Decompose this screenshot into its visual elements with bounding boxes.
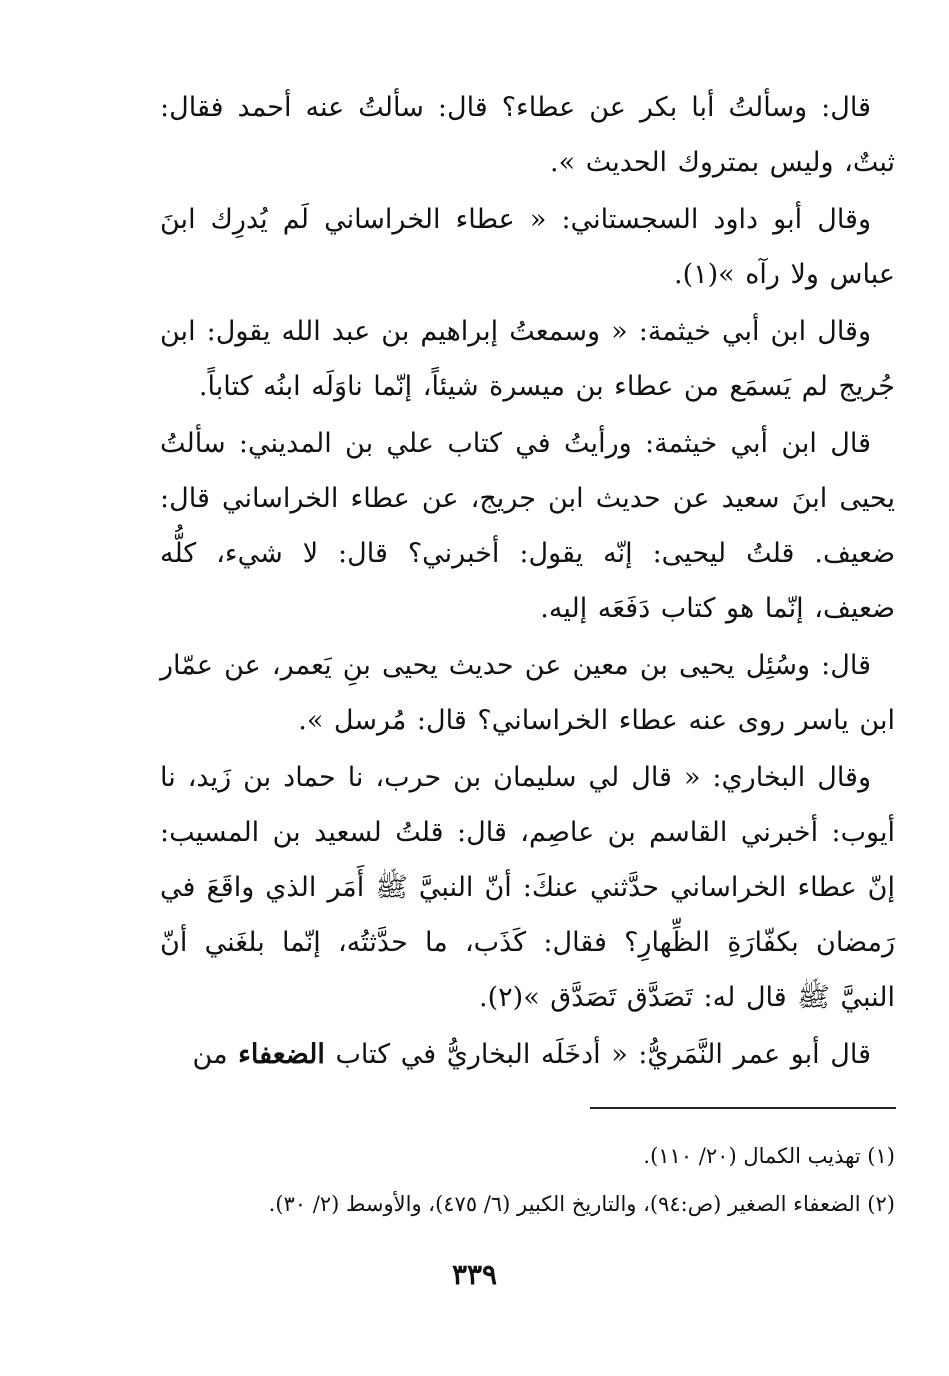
main-text: [160, 80, 895, 1084]
footnote-separator: [590, 1107, 896, 1109]
paragraph-5: قال: وسُئِل يحيى بن معين عن حديث يحيى بنِ يَعمر، عن عمّار ابن ياسر روى عنه عطاء الخراساني؟ قال: مُرسل ».: [160, 650, 895, 736]
book-title-bold: الضعفاء: [238, 1039, 325, 1070]
footnote-2: (٢) الضعفاء الصغير (ص:٩٤)، والتاريخ الكبير (٦/ ٤٧٥)، والأوسط (٢/ ٣٠).: [268, 1192, 895, 1216]
footnotes: [160, 1132, 895, 1228]
paragraph-6: وقال البخاري: « قال لي سليمان بن حرب، نا حماد بن زَيد، نا أيوب: أخبرني القاسم بن عاصِم، قال: قلتُ لسعيد بن المسيب: إنّ عطاء الخراساني حدَّثني عنكَ: أنّ النبيَّ ﷺ أَمَر الذي واقَعَ في رَمضان بكفّارَةِ الظِّهارِ؟ فقال: كَذَب، ما حدَّثتُه، إنّما بلغَني أنّ النبيَّ ﷺ قال له: تَصَدَّق تَصَدَّق »(٢).: [160, 762, 895, 1013]
paragraph-1: قال: وسألتُ أبا بكر عن عطاء؟ قال: سألتُ عنه أحمد فقال: ثبتٌ، وليس بمتروك الحديث ».: [160, 92, 895, 178]
page-number: ٣٣٩: [451, 1258, 498, 1291]
paragraph-7-start: قال أبو عمر النَّمَريُّ: « أدخَلَه البخاريُّ في كتاب: [324, 1039, 871, 1070]
footnote-1: (١) تهذيب الكمال (٢٠/ ١١٠).: [643, 1144, 895, 1168]
paragraph-4: قال ابن أبي خيثمة: ورأيتُ في كتاب علي بن المديني: سألتُ يحيى ابنَ سعيد عن حديث ابن جريج، عن عطاء الخراساني قال: ضعيف. قلتُ ليحيى: إنّه يقول: أخبرني؟ قال: لا شيء، كلُّه ضعيف، إنّما هو كتاب دَفَعَه إليه.: [160, 428, 895, 624]
paragraph-7: [160, 1027, 895, 1082]
paragraph-3: وقال ابن أبي خيثمة: « وسمعتُ إبراهيم بن عبد الله يقول: ابن جُريج لم يَسمَع من عطاء بن ميسرة شيئاً، إنّما ناوَلَه ابنُه كتاباً.: [160, 316, 895, 402]
paragraph-7-end: من: [192, 1039, 239, 1070]
paragraph-2: وقال أبو داود السجستاني: « عطاء الخراساني لَم يُدرِك ابنَ عباس ولا رآه »(١).: [160, 204, 895, 290]
